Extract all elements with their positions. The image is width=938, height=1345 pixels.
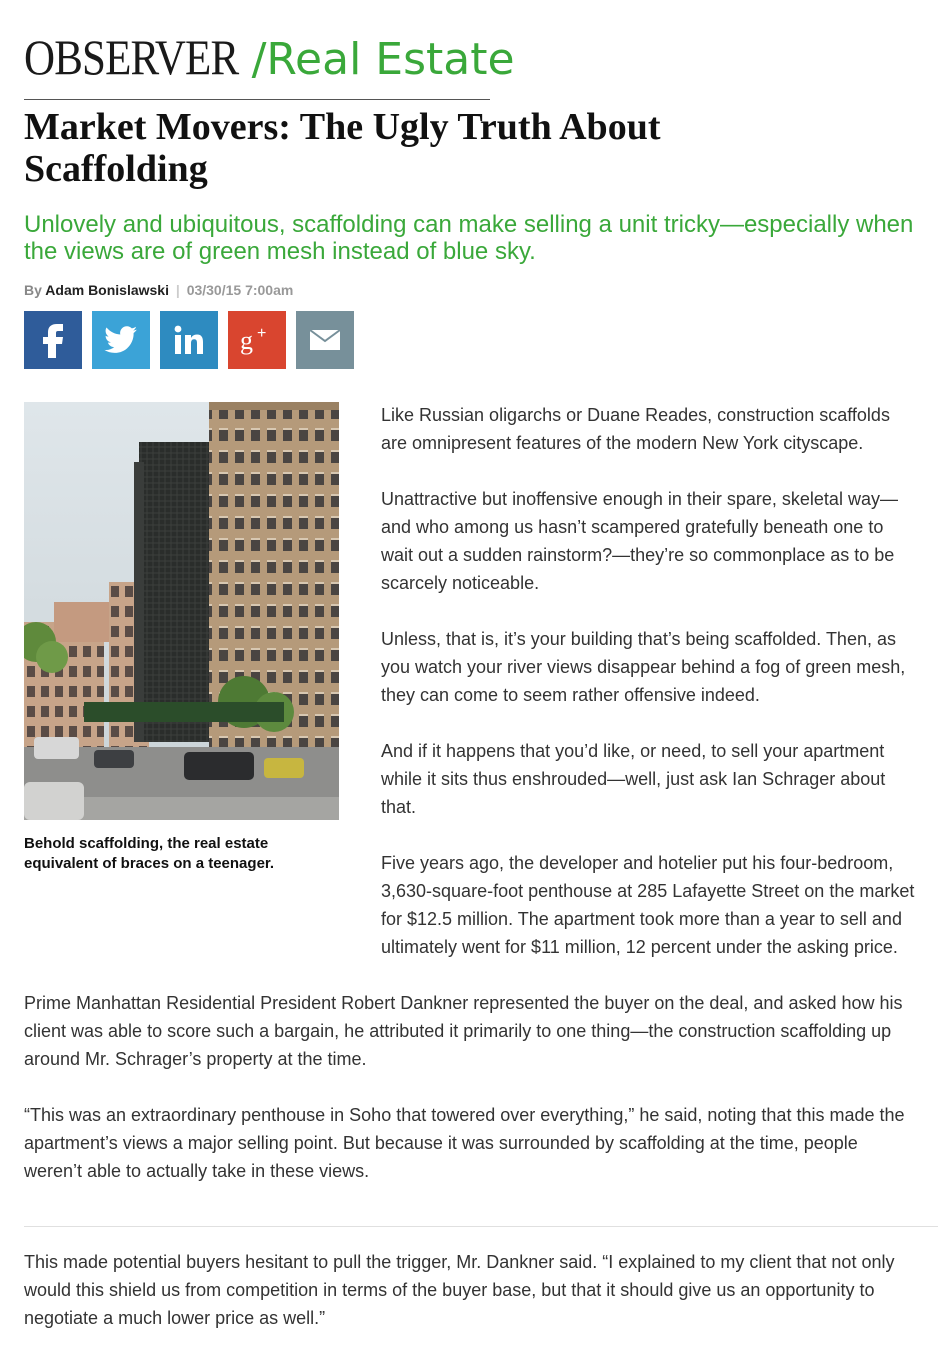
twitter-icon [104,326,138,354]
section-name[interactable]: /Real Estate [251,34,515,85]
paragraph: And if it happens that you’d like, or need, to sell your apartment while it sits thus enshrouded—well, just ask Ian Schrager about that. [381,741,886,817]
article-dek: Unlovely and ubiquitous, scaffolding can make selling a unit tricky—especially when the views are of green mesh instead of blue sky. [24,211,914,265]
paragraph: Prime Manhattan Residential President Robert Dankner represented the buyer on the deal, and asked how his client was able to score such a bargain, he attributed it primarily to one thing—the construction scaffolding up around Mr. Schrager’s property at the time. [24,993,903,1069]
envelope-icon [309,329,341,351]
masthead-divider [24,99,490,100]
share-bar [24,311,354,369]
paragraph: This made potential buyers hesitant to pull the trigger, Mr. Dankner said. “I explained to my client that not only would this shield us from competition in terms of the buyer base, but that it should give us an opportunity to negotiate a much lower price as well.” [24,1252,895,1328]
masthead[interactable] [24,28,515,84]
linkedin-share-button[interactable] [160,311,218,369]
paragraph: “This was an extraordinary penthouse in Soho that towered over everything,” he said, noting that this made the apartment’s views a major selling point. But because it was surrounded by scaffolding at the time, people weren’t able to actually take in these views. [24,1105,905,1181]
publish-date: 03/30/15 7:00am [186,282,294,298]
svg-text:g: g [240,326,253,355]
facebook-share-button[interactable] [24,311,82,369]
article-body-continued [24,1248,916,1332]
author-link[interactable]: Adam Bonislawski [45,282,169,298]
facebook-icon [38,322,68,358]
google-plus-icon [239,324,275,356]
paragraph: Five years ago, the developer and hotelier put his four-bedroom, 3,630-square-foot penthouse at 285 Lafayette Street on the market for $12.5 million. The apartment took more than a year to sell and ultimately went for $11 million, 12 percent under the asking price. [381,853,915,957]
email-share-button[interactable] [296,311,354,369]
photo-caption: Behold scaffolding, the real estate equivalent of braces on a teenager. [24,835,275,872]
paragraph: Unattractive but inoffensive enough in their spare, skeletal way—and who among us hasn’t scampered gratefully beneath one to wait out a sudden rainstorm?—they’re so commonplace as to be scarcely noticeable. [381,489,898,593]
brand-logo[interactable]: OBSERVER [24,29,239,85]
google-plus-share-button[interactable] [228,311,286,369]
paragraph: Like Russian oligarchs or Duane Reades, construction scaffolds are omnipresent features of the modern New York cityscape. [381,405,890,453]
article-body [24,401,916,1213]
article-headline: Market Movers: The Ugly Truth About Scaffolding [24,106,661,190]
section-divider [24,1226,938,1227]
byline-separator: | [175,282,180,298]
linkedin-icon [173,324,205,356]
twitter-share-button[interactable] [92,311,150,369]
photo-spacer [24,401,381,939]
byline-prefix: By [24,282,42,298]
paragraph: Unless, that is, it’s your building that’s being scaffolded. Then, as you watch your river views disappear behind a fog of green mesh, they can come to seem rather offensive indeed. [381,629,906,705]
byline [24,282,293,298]
svg-text:+: + [257,325,267,342]
